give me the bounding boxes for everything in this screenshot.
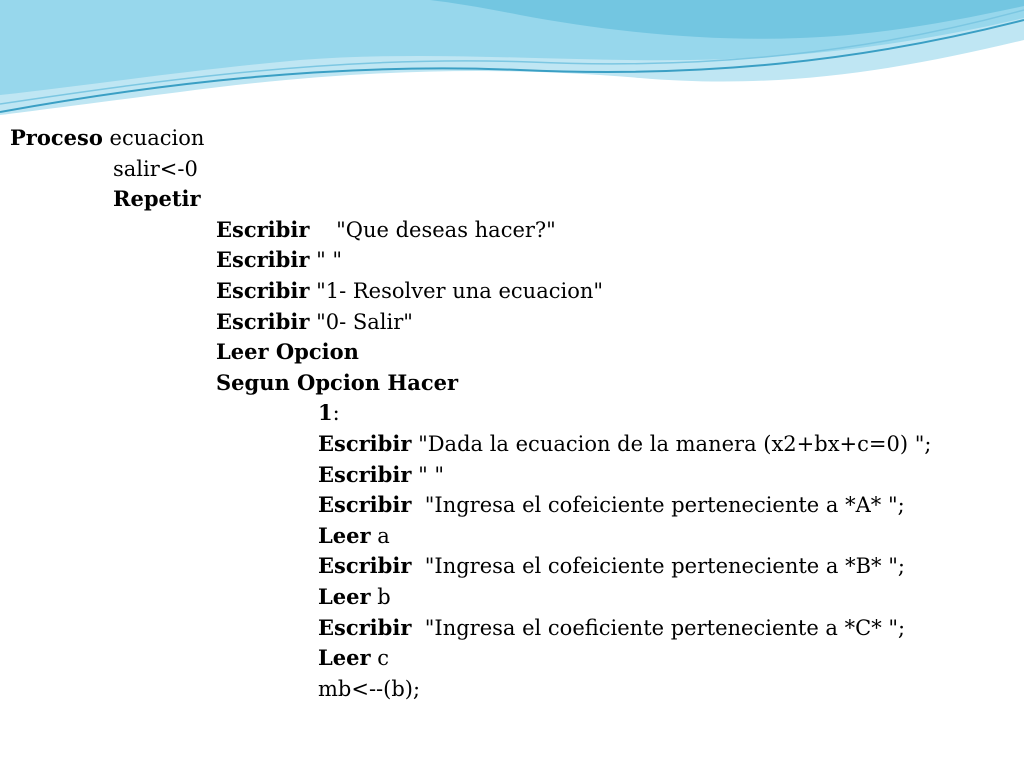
code-keyword: Escribir — [318, 553, 412, 579]
code-keyword: Escribir — [318, 614, 412, 640]
code-keyword: Escribir — [216, 247, 310, 273]
code-line — [318, 522, 390, 550]
code-line — [10, 124, 204, 152]
code-keyword: Segun Opcion Hacer — [216, 369, 459, 395]
code-keyword: Leer — [318, 645, 371, 671]
code-line — [318, 675, 420, 703]
code-text: ecuacion — [102, 126, 205, 150]
code-line — [318, 491, 905, 519]
code-keyword: Escribir — [216, 308, 310, 334]
code-keyword: Escribir — [318, 461, 412, 487]
code-text: b — [370, 585, 391, 609]
code-line — [216, 246, 342, 274]
code-line — [318, 614, 905, 642]
code-text: "1- Resolver una ecuacion" — [309, 279, 604, 303]
code-text: salir<-0 — [113, 156, 198, 181]
code-text: " " — [411, 462, 445, 487]
code-keyword: Escribir — [216, 278, 310, 303]
code-line — [318, 583, 391, 611]
code-keyword: 1 — [318, 400, 333, 426]
code-line — [216, 277, 603, 305]
code-line — [318, 644, 389, 672]
code-line — [318, 399, 340, 427]
code-text: "Dada la ecuacion de la manera (x2+bx+c=0) "; — [411, 432, 932, 456]
code-line — [113, 185, 201, 213]
code-line — [318, 430, 931, 458]
code-keyword: Leer Opcion — [216, 339, 359, 365]
code-text: c — [370, 646, 389, 671]
code-keyword: Proceso — [10, 125, 103, 150]
code-keyword: Leer — [318, 522, 371, 548]
code-text: mb<--(b); — [318, 676, 421, 701]
code-text: " " — [309, 248, 343, 273]
code-text: "0- Salir" — [309, 309, 413, 334]
code-text: "Ingresa el cofeiciente perteneciente a *A* "; — [411, 493, 905, 518]
code-keyword: Leer — [318, 584, 371, 609]
code-line — [216, 308, 413, 336]
code-text: "Ingresa el cofeiciente perteneciente a *B* "; — [411, 554, 905, 579]
code-line — [216, 216, 556, 244]
code-keyword: Escribir — [318, 492, 412, 518]
code-keyword: Escribir — [216, 216, 310, 242]
code-text: "Que deseas hacer?" — [309, 217, 556, 242]
code-keyword: Repetir — [113, 186, 201, 212]
code-line — [216, 369, 458, 397]
code-line — [113, 155, 198, 183]
code-line — [318, 552, 905, 580]
code-line — [216, 338, 359, 366]
code-line — [318, 461, 444, 489]
code-keyword: Escribir — [318, 431, 412, 456]
code-text: : — [332, 401, 340, 426]
code-text: a — [370, 523, 390, 548]
code-text: "Ingresa el coeficiente perteneciente a *C* "; — [411, 615, 906, 640]
